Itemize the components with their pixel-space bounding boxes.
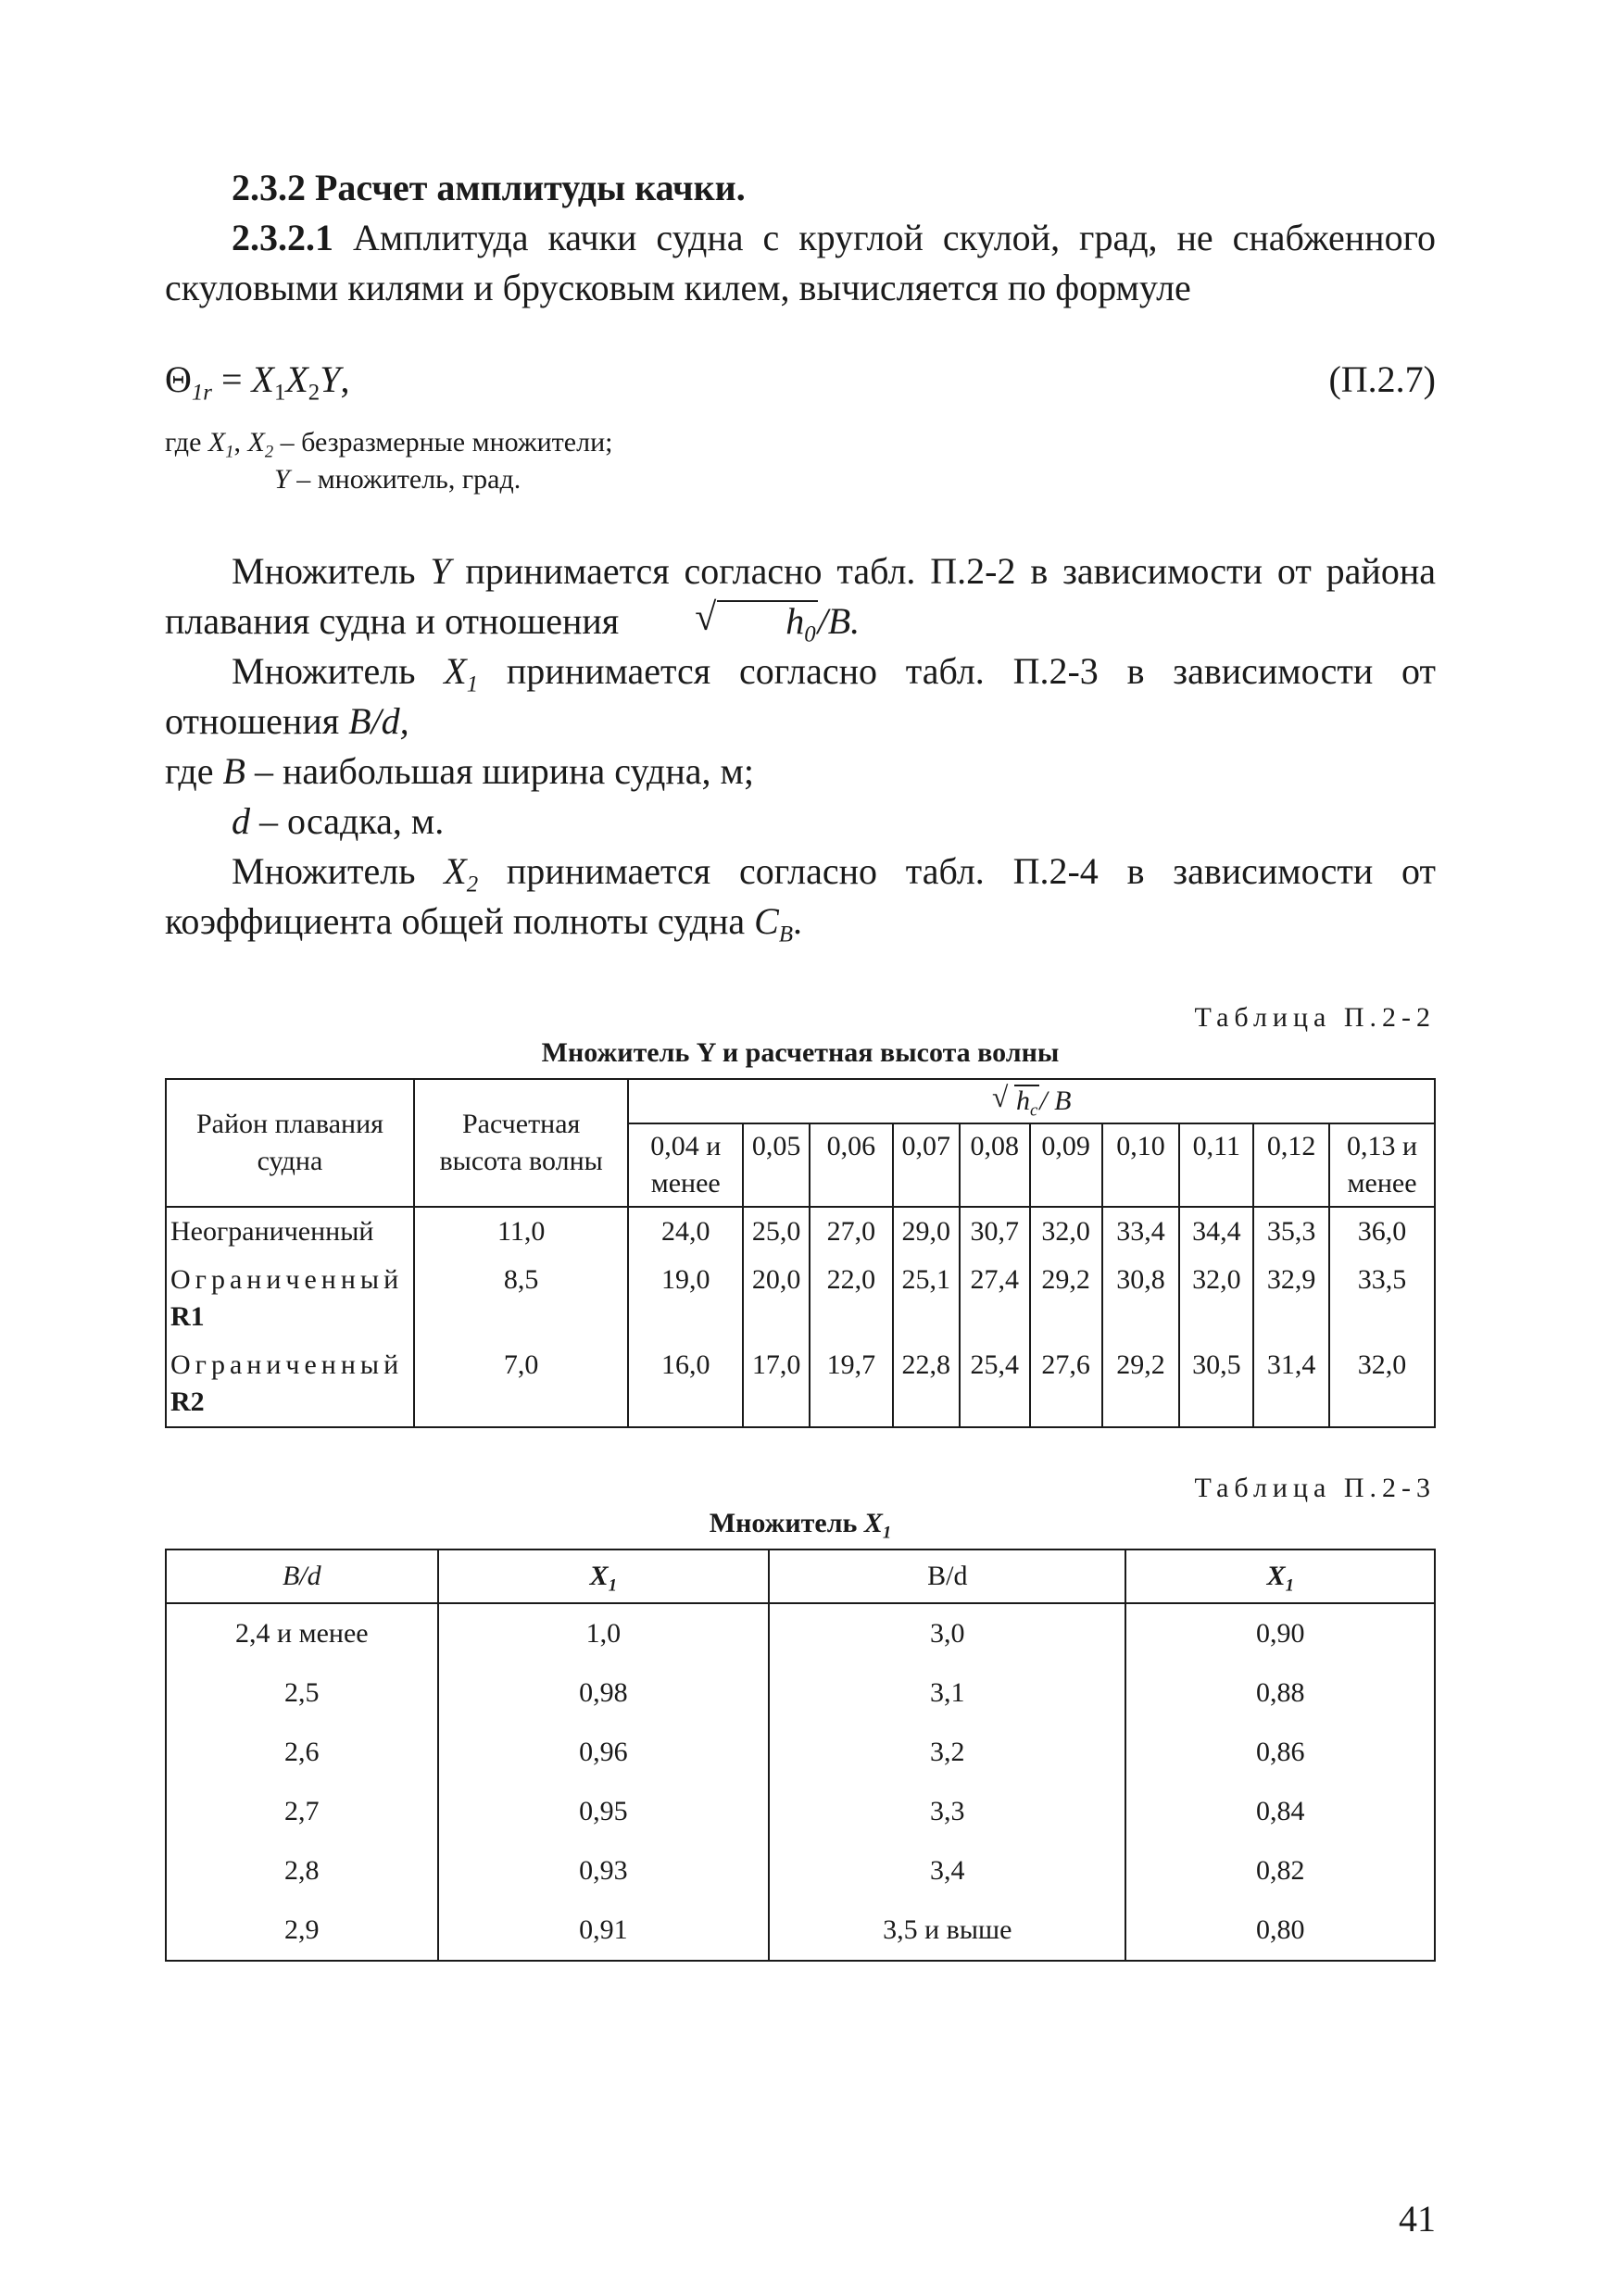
table1-cell: 33,5 bbox=[1329, 1256, 1435, 1341]
table-row bbox=[166, 1901, 1435, 1961]
table-x1-multiplier bbox=[165, 1549, 1436, 1962]
table1-ratio: 0,11 bbox=[1179, 1123, 1253, 1207]
legend-line-2: Y – множитель, град. bbox=[274, 464, 521, 495]
table2-cell: 0,91 bbox=[438, 1901, 769, 1961]
equation-formula: $\Theta_{1r} = X_1X_2Y$, bbox=[165, 358, 350, 406]
equation-number: (П.2.7) bbox=[1328, 358, 1436, 400]
table2-cell: 0,98 bbox=[438, 1663, 769, 1723]
table2-header-row bbox=[166, 1549, 1435, 1603]
table1-cell: 34,4 bbox=[1179, 1207, 1253, 1256]
table1-cell: 20,0 bbox=[743, 1256, 810, 1341]
table-row bbox=[166, 1603, 1435, 1663]
table2-cell: 3,5 и выше bbox=[769, 1901, 1125, 1961]
table1-cell: 32,0 bbox=[1329, 1341, 1435, 1427]
table1-cell: 30,8 bbox=[1102, 1256, 1180, 1341]
table2-caption: Таблица П.2-3 bbox=[1194, 1473, 1436, 1503]
page-number: 41 bbox=[1399, 2198, 1436, 2240]
table1-ratio: 0,09 bbox=[1030, 1123, 1102, 1207]
paragraph-x1: Множитель $X_1$ принимается согласно табл. П.2-3 в зависимости от отношения B/d, bbox=[165, 650, 1436, 742]
table1-cell: 29,0 bbox=[893, 1207, 960, 1256]
table1-cell: 22,0 bbox=[810, 1256, 893, 1341]
paragraph-x2: Множитель $X_2$ принимается согласно табл. П.2-4 в зависимости от коэффициента общей полноты судна $C_B$. bbox=[165, 850, 1436, 947]
table2-cell: 2,9 bbox=[166, 1901, 438, 1961]
table1-ratio: 0,05 bbox=[743, 1123, 810, 1207]
document-page bbox=[165, 163, 1436, 1962]
table1-cell: 24,0 bbox=[628, 1207, 743, 1256]
table2-head-bd: B/d bbox=[166, 1549, 438, 1603]
table2-cell: 0,95 bbox=[438, 1782, 769, 1841]
table1-ratio: 0,13 и менее bbox=[1329, 1123, 1435, 1207]
table2-cell: 0,93 bbox=[438, 1841, 769, 1901]
legend-line-1: где $X_1$, $X_2$ – безразмерные множители; bbox=[165, 427, 613, 462]
table1-cell: 35,3 bbox=[1253, 1207, 1329, 1256]
table1-region: Неограниченный bbox=[166, 1207, 414, 1256]
paragraph-intro bbox=[165, 213, 1436, 313]
table2-cell: 2,7 bbox=[166, 1782, 438, 1841]
table1-cell: 27,6 bbox=[1030, 1341, 1102, 1427]
table1-cell: 36,0 bbox=[1329, 1207, 1435, 1256]
table2-cell: 3,1 bbox=[769, 1663, 1125, 1723]
table1-ratio: 0,06 bbox=[810, 1123, 893, 1207]
table1-cell: 16,0 bbox=[628, 1341, 743, 1427]
table1-ratio: 0,08 bbox=[960, 1123, 1030, 1207]
table1-region: Ограниченный R1 bbox=[166, 1256, 414, 1341]
table1-cell: 33,4 bbox=[1102, 1207, 1180, 1256]
table1-wave: 8,5 bbox=[414, 1256, 628, 1341]
table1-cell: 27,4 bbox=[960, 1256, 1030, 1341]
table2-cell: 3,3 bbox=[769, 1782, 1125, 1841]
table2-head-bd: B/d bbox=[769, 1549, 1125, 1603]
table1-ratio: 0,10 bbox=[1102, 1123, 1180, 1207]
paragraph-number: 2.3.2.1 bbox=[232, 217, 333, 258]
table1-wave: 7,0 bbox=[414, 1341, 628, 1427]
paragraph-where-d: d – осадка, м. bbox=[232, 800, 445, 842]
table1-cell: 32,0 bbox=[1030, 1207, 1102, 1256]
paragraph-y: Множитель Y принимается согласно табл. П.2-2 в зависимости от района плавания судна и отношения √ $h_0/B$. bbox=[165, 550, 1436, 647]
table1-cell: 32,9 bbox=[1253, 1256, 1329, 1341]
equation-legend bbox=[165, 424, 1436, 498]
table1-cell: 32,0 bbox=[1179, 1256, 1253, 1341]
table-row bbox=[166, 1663, 1435, 1723]
table2-cell: 0,90 bbox=[1125, 1603, 1435, 1663]
table2-head-x1: $X_1$ bbox=[438, 1549, 769, 1603]
table1-ratio: 0,07 bbox=[893, 1123, 960, 1207]
table1-cell: 30,5 bbox=[1179, 1341, 1253, 1427]
paragraph-where-b: где B – наибольшая ширина судна, м; bbox=[165, 750, 754, 792]
table1-ratio: 0,04 и менее bbox=[628, 1123, 743, 1207]
paragraph-intro-text: Амплитуда качки судна с круглой скулой, град, не снабженного скуловыми килями и брусковым килем, вычисляется по формуле bbox=[165, 217, 1436, 308]
table1-cell: 22,8 bbox=[893, 1341, 960, 1427]
table2-cell: 2,5 bbox=[166, 1663, 438, 1723]
table1-cell: 29,2 bbox=[1030, 1256, 1102, 1341]
table1-head-wave: Расчетная высота волны bbox=[414, 1079, 628, 1207]
table2-head-x1: $X_1$ bbox=[1125, 1549, 1435, 1603]
table2-cell: 0,84 bbox=[1125, 1782, 1435, 1841]
table1-cell: 29,2 bbox=[1102, 1341, 1180, 1427]
table1-cell: 17,0 bbox=[743, 1341, 810, 1427]
table1-cell: 19,7 bbox=[810, 1341, 893, 1427]
table1-head-region: Район плавания судна bbox=[166, 1079, 414, 1207]
table1-region: Ограниченный R2 bbox=[166, 1341, 414, 1427]
table-y-multiplier bbox=[165, 1078, 1436, 1428]
table-row bbox=[166, 1782, 1435, 1841]
table2-cell: 2,4 и менее bbox=[166, 1603, 438, 1663]
section-heading: 2.3.2 Расчет амплитуды качки. bbox=[232, 167, 746, 208]
table2-cell: 2,6 bbox=[166, 1723, 438, 1782]
table2-cell: 2,8 bbox=[166, 1841, 438, 1901]
table-row bbox=[166, 1341, 1435, 1427]
table2-cell: 3,0 bbox=[769, 1603, 1125, 1663]
table1-wave: 11,0 bbox=[414, 1207, 628, 1256]
table2-title: Множитель $X_1$ bbox=[709, 1508, 892, 1543]
table1-cell: 25,0 bbox=[743, 1207, 810, 1256]
table1-cell: 25,1 bbox=[893, 1256, 960, 1341]
table1-cell: 25,4 bbox=[960, 1341, 1030, 1427]
table1-cell: 19,0 bbox=[628, 1256, 743, 1341]
table1-cell: 30,7 bbox=[960, 1207, 1030, 1256]
table-row bbox=[166, 1723, 1435, 1782]
table-row bbox=[166, 1256, 1435, 1341]
table2-cell: 0,82 bbox=[1125, 1841, 1435, 1901]
table1-caption: Таблица П.2-2 bbox=[1194, 1002, 1436, 1033]
table1-title: Множитель Y и расчетная высота волны bbox=[541, 1037, 1060, 1068]
table2-cell: 3,4 bbox=[769, 1841, 1125, 1901]
table-row bbox=[166, 1841, 1435, 1901]
table1-ratio: 0,12 bbox=[1253, 1123, 1329, 1207]
table2-cell: 0,88 bbox=[1125, 1663, 1435, 1723]
table2-cell: 0,80 bbox=[1125, 1901, 1435, 1961]
table1-head-ratio: √ $h_c/$ B bbox=[628, 1079, 1435, 1123]
table2-cell: 3,2 bbox=[769, 1723, 1125, 1782]
table2-cell: 0,86 bbox=[1125, 1723, 1435, 1782]
table2-cell: 0,96 bbox=[438, 1723, 769, 1782]
table1-cell: 27,0 bbox=[810, 1207, 893, 1256]
equation bbox=[165, 354, 1436, 419]
table-row bbox=[166, 1207, 1435, 1256]
table2-cell: 1,0 bbox=[438, 1603, 769, 1663]
table1-cell: 31,4 bbox=[1253, 1341, 1329, 1427]
